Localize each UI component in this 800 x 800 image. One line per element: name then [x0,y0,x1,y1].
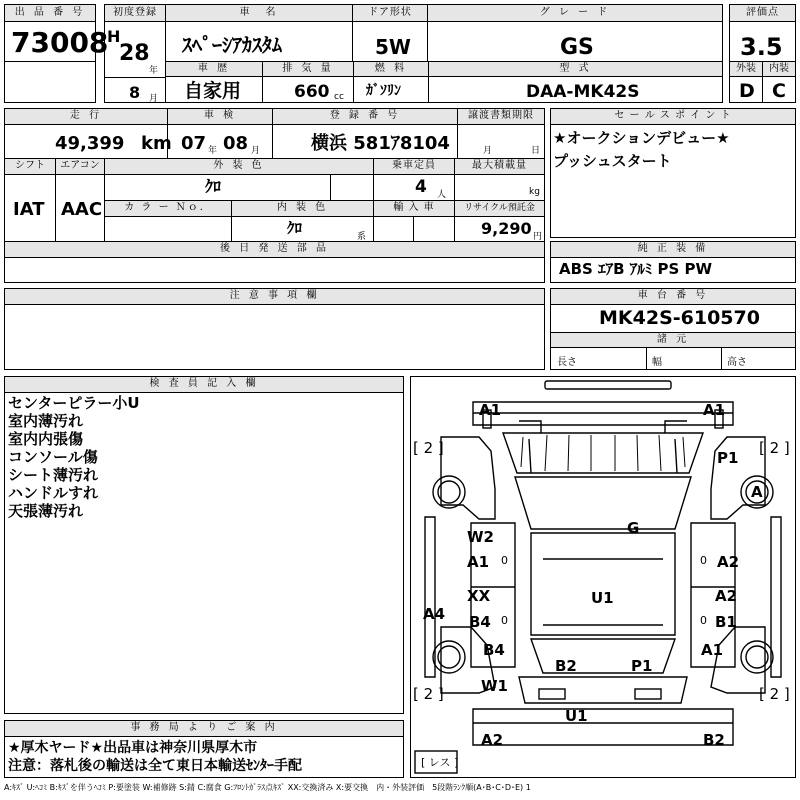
damage-mark: 0 [700,554,707,567]
chassis: MK42S-610570 [599,307,760,329]
exterior: D [739,80,755,102]
later-parts-box [4,241,545,283]
first-reg-label: 初度登録 [105,5,165,21]
int-color: ｸﾛ [287,219,303,237]
equipment: ABS ｴｱB ｱﾙﾐ PS PW [559,260,713,278]
spec-row [4,158,545,242]
lot-number-label: 出 品 番 号 [5,5,95,21]
office-note: ★厚木ヤード★出品車は神奈川県厚木市 [8,740,258,756]
inspector-label: 検 査 員 記 入 欄 [5,377,403,392]
inspection-year: 07 [181,133,207,154]
recycle: 9,290 [481,219,532,238]
import-label: 輸 入 車 [374,201,454,216]
inspection-month: 08 [223,133,249,154]
damage-mark: A1 [703,401,726,419]
damage-mark: W1 [481,677,508,695]
inspection-month-unit: 月 [251,146,261,156]
transfer-day-unit: 日 [531,146,541,156]
damage-mark: A1 [467,553,490,571]
score-label: 評価点 [730,5,795,21]
era-letter: H [107,27,121,46]
car-outline-diagram [411,377,795,777]
grade-box [427,4,723,62]
aircon: AAC [61,199,103,220]
damage-mark: A [751,483,763,501]
office-label: 事 務 局 よ り ご 案 内 [5,721,403,736]
office-note: 注意：落札後の輸送は全て東日本輸送ｾﾝﾀｰ手配 [8,758,302,774]
model-label: 型 式 [429,62,722,76]
month-unit: 月 [149,94,159,104]
ext-int-box [729,61,796,103]
damage-mark: A1 [701,641,724,659]
history-row [165,61,723,103]
damage-mark: P1 [631,657,653,675]
damage-mark: [ 2 ] [413,685,444,703]
transfer-month-unit: 月 [483,146,493,156]
width-label: 幅 [652,357,662,368]
exterior-label: 外装 [730,62,762,76]
damage-mark: U1 [591,589,614,607]
score-box [729,4,796,62]
damage-mark: G [627,519,640,537]
plate-label: 登 録 番 号 [273,109,457,124]
ext-color: ｸﾛ [205,177,222,196]
later-parts-label: 後 日 発 送 部 品 [5,242,544,257]
max-load-label: 最大積載量 [455,159,544,174]
damage-mark: A4 [423,605,446,623]
damage-mark: 0 [501,614,508,627]
grade: GS [560,35,594,60]
damage-mark: A2 [717,553,740,571]
chassis-label: 車 台 番 号 [551,289,795,304]
score: 3.5 [740,33,783,61]
aircon-label: エアコン [56,159,104,174]
grade-label: グ レ ー ド [428,5,722,21]
capacity-label: 乗車定員 [374,159,454,174]
equipment-box [550,241,796,283]
height-label: 高さ [727,357,747,368]
interior-label: 内装 [763,62,795,76]
plate: 横浜 581ｱ8104 [311,133,450,154]
damage-mark: B4 [483,641,505,659]
car-name-box [165,4,353,62]
history: 自家用 [184,80,242,102]
inspector-note: シート薄汚れ [8,466,99,484]
equipment-label: 純 正 装 備 [551,242,795,257]
office-box [4,720,404,778]
inspector-note: 天張薄汚れ [8,502,84,520]
car-name-label: 車 名 [166,5,352,21]
damage-mark: B2 [703,731,725,749]
damage-mark: [ 2 ] [413,439,444,457]
int-color-unit: 系 [357,232,367,242]
inspector-note: 室内内張傷 [8,430,84,448]
mileage-unit: km [141,133,172,154]
inspection-label: 車 検 [168,109,272,124]
car-name: ｽﾍﾟｰｼｱｶｽﾀﾑ [182,33,282,57]
lot-number-box [4,4,109,62]
displacement-label: 排 気 量 [263,62,353,76]
damage-mark: A2 [715,587,738,605]
first-reg-box [104,4,166,103]
damage-mark: B2 [555,657,577,675]
door-label: ドア形状 [353,5,427,21]
inspector-note: センターピラー小U [8,394,140,412]
lot-number-blank [4,61,96,103]
length-label: 長さ [557,357,577,368]
inspector-note: 室内薄汚れ [8,412,84,430]
damage-diagram [410,376,796,778]
door: 5W [375,35,411,59]
max-load-unit: kg [529,187,540,197]
ext-color-label: 外 装 色 [105,159,373,174]
damage-mark: 0 [700,614,707,627]
int-color-label: 内 装 色 [232,201,373,216]
damage-mark: W2 [467,528,494,546]
sales-point-1: ★オークションデビュー★ [553,129,730,147]
shift: IAT [13,199,45,220]
door-box [352,4,428,62]
damage-mark: [ 2 ] [759,685,790,703]
damage-mark: B1 [715,613,737,631]
damage-mark: B4 [469,613,491,631]
inspector-note: コンソール傷 [8,448,98,466]
first-reg-year: 28 [119,41,150,66]
interior: C [772,80,786,102]
mileage: 49,399 [55,133,125,154]
capacity: 4 [415,177,427,197]
damage-mark: [ レス ] [421,756,459,769]
damage-mark: P1 [717,449,739,467]
damage-mark: [ 2 ] [759,439,790,457]
model: DAA-MK42S [526,82,640,102]
transfer-label: 譲渡書類期限 [458,109,544,124]
displacement-unit: cc [334,92,344,102]
dimensions-label: 諸 元 [551,333,795,347]
mileage-label: 走 行 [5,109,167,124]
inspection-year-unit: 年 [208,146,218,156]
recycle-unit: 円 [533,232,543,242]
damage-mark: A2 [481,731,504,749]
lot-number: 73008 [11,26,109,59]
color-no-label: カ ラ ー Ｎｏ． [105,201,231,216]
first-reg-month: 8 [129,83,141,102]
sales-points-label: セ ー ル ス ポ イ ン ト [551,109,795,124]
caution-label: 注 意 事 項 欄 [5,289,544,304]
mileage-row [4,108,545,159]
capacity-unit: 人 [437,190,447,200]
chassis-box [550,288,796,370]
damage-legend: A:ｷｽﾞ U:ﾍｺﾐ B:ｷｽﾞを伴うﾍｺﾐ P:要塗装 W:補修跡 S:錆 C:腐食 G:ﾌﾛﾝﾄｶﾞﾗｽ点ｷｽﾞ XX:交換済み X:要交換 内・外装評価 5段階ﾗﾝｸ順(A･B･C･D･E) 1 [4,783,531,792]
sales-points-box [550,108,796,238]
displacement: 660 [294,82,330,102]
damage-mark: XX [467,587,491,605]
damage-mark: 0 [501,554,508,567]
sales-point-2: プッシュスタート [553,152,672,170]
fuel-label: 燃 料 [354,62,428,76]
fuel: ｶﾞｿﾘﾝ [366,83,401,99]
year-unit: 年 [149,66,159,76]
recycle-label: リサイクル預託金 [455,201,544,216]
damage-mark: A1 [479,401,502,419]
damage-mark: U1 [565,707,588,725]
inspector-note: ハンドルすれ [8,484,99,502]
inspector-box [4,376,404,714]
caution-box [4,288,545,370]
history-label: 車 歴 [166,62,262,76]
shift-label: シフト [5,159,55,174]
